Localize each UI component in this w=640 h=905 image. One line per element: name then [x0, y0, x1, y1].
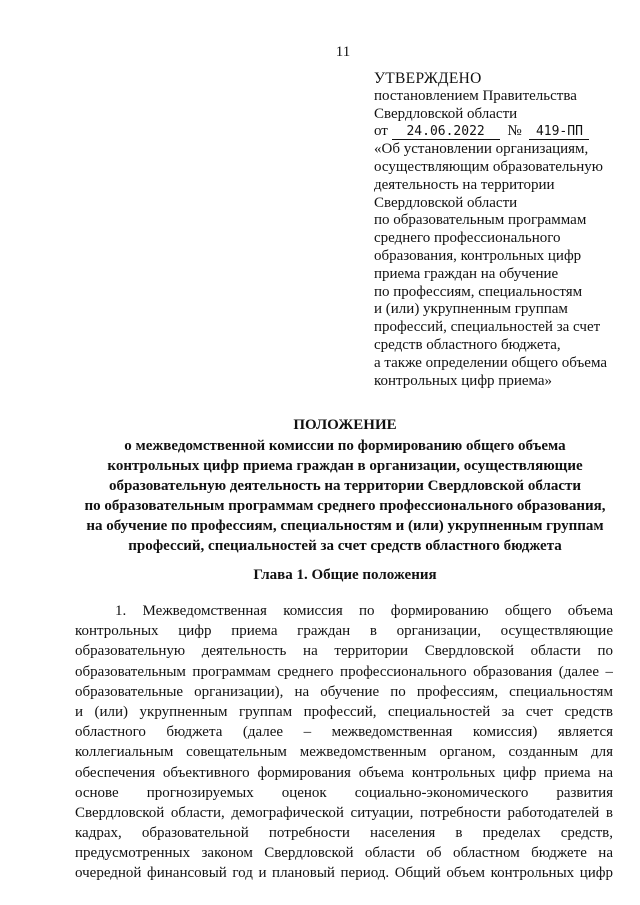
subject-line: «Об установлении организациям, [374, 141, 589, 158]
approval-block [374, 70, 624, 390]
paragraph-line: образовательным программам среднего профессионального образования (далее – [75, 663, 613, 680]
paragraph-line: обеспечения объективного формирования объема контрольных цифр приема на [75, 764, 613, 781]
paragraph-line: коллегиальным совещательным межведомственным органом, созданным для [75, 744, 613, 761]
paragraph-line: предусмотренных законом Свердловской области об областном бюджете на [75, 845, 613, 862]
subject-line: по профессиям, специальностям [374, 283, 583, 300]
approval-line-1: постановлением Правительства [374, 87, 577, 104]
subject-line: а также определении общего объема [374, 354, 608, 371]
chapter-heading: Глава 1. Общие положения [253, 567, 437, 583]
subject-line: и (или) укрупненным группам [374, 301, 568, 318]
document-title-block [60, 415, 630, 556]
paragraph-line: 1. Межведомственная комиссия по формированию общего объема [115, 603, 613, 619]
paragraph-1 [75, 601, 613, 884]
subject-line: приема граждан на обучение [374, 265, 559, 282]
subject-line: образования, контрольных цифр [374, 247, 582, 264]
document-title: ПОЛОЖЕНИЕ [293, 417, 397, 433]
title-line: по образовательным программам среднего профессионального образования, [84, 498, 606, 514]
subject-line: профессий, специальностей за счет [374, 319, 601, 336]
paragraph-line: контрольных цифр приема граждан в организации, осуществляющие [75, 623, 613, 640]
subject-line: деятельность на территории [374, 176, 555, 193]
title-line: образовательную деятельность на территории Свердловской области [108, 478, 582, 494]
subject-line: Свердловской области [374, 194, 518, 211]
paragraph-line: кадрах, образовательной потребности населения в пределах средств, [75, 825, 613, 842]
paragraph-line: образовательную деятельность на территории Свердловской области по [75, 643, 613, 660]
title-line: профессий, специальностей за счет средств областного бюджета [128, 538, 562, 554]
page-number: 11 [335, 44, 351, 60]
subject-line: по образовательным программам [374, 212, 587, 229]
subject-line: осуществляющим образовательную [374, 158, 603, 175]
subject-line: среднего профессионального [374, 230, 561, 247]
paragraph-line: и (или) укрупненным группам профессий, специальностей за счет средств [75, 703, 613, 720]
date-prefix: от [374, 123, 388, 140]
decree-date: 24.06.2022 [392, 125, 500, 140]
paragraph-line: Свердловской области, демографической ситуации, потребности работодателей в [75, 804, 613, 821]
number-sign: № [507, 123, 522, 140]
approval-line-2: Свердловской области [374, 105, 518, 122]
paragraph-line: очередной финансовый год и плановый период. Общий объем контрольных цифр [75, 865, 613, 882]
title-line: о межведомственной комиссии по формированию общего объема [124, 438, 566, 454]
title-line: контрольных цифр приема граждан в организации, осуществляющие [107, 458, 583, 474]
decree-number: 419-ПП [529, 125, 589, 140]
subject-line: контрольных цифр приема» [374, 372, 553, 389]
approval-date-number-line [374, 123, 624, 141]
approval-stamp: УТВЕРЖДЕНО [374, 70, 482, 87]
title-line: на обучение по профессиям, специальностям и (или) укрупненным группам [86, 518, 604, 534]
paragraph-line: основе прогнозируемых оценок социально-экономического развития [75, 784, 613, 801]
paragraph-line: областного бюджета (далее – межведомственная комиссия) является [75, 724, 613, 741]
subject-line: средств областного бюджета, [374, 336, 561, 353]
paragraph-line: образовательные организации), на обучение по профессиям, специальностям [75, 683, 613, 700]
